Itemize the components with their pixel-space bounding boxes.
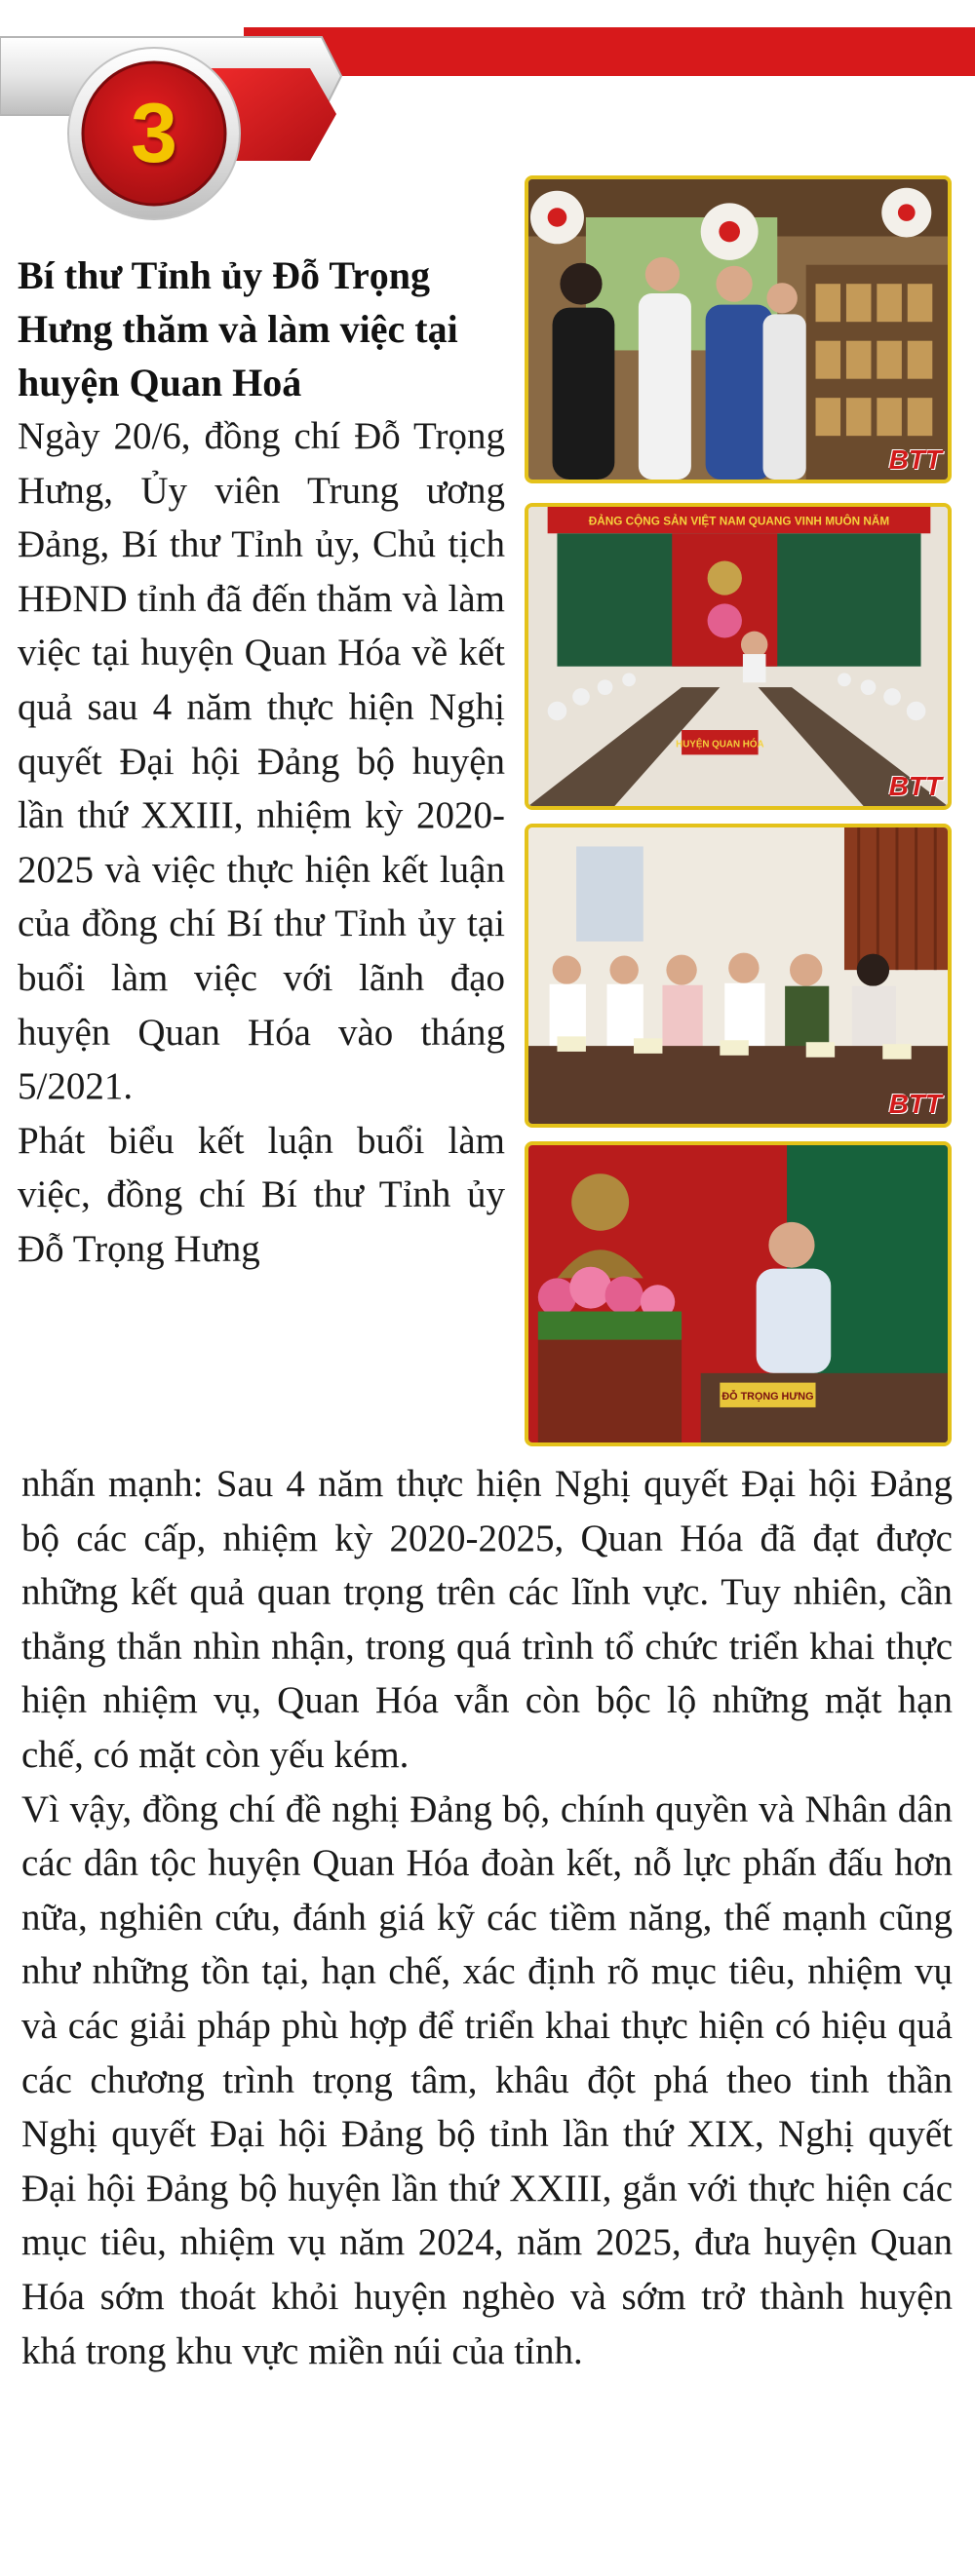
photo-banner-text: ĐẢNG CỘNG SẢN VIỆT NAM QUANG VINH MUÔN NĂM [588, 515, 890, 528]
article-paragraph-3: Vì vậy, đồng chí đề nghị Đảng bộ, chính quyền và Nhân dân các dân tộc huyện Quan Hóa đoàn kết, nỗ lực phấn đấu hơn nữa, nghiên cứu, đánh giá kỹ các tiềm năng, thế mạnh cũng như những tồn tại, hạn chế, xác định rõ mục tiêu, nhiệm vụ và các giải pháp phù hợp để triển khai thực hiện có hiệu quả các chương trình trọng tâm, khâu đột phá theo tinh thần Nghị quyết Đại hội Đảng bộ tỉnh lần thứ XIX, Nghị quyết Đại hội Đảng bộ huyện lần thứ XXIII, gắn với thực hiện các mục tiêu, nhiệm vụ năm 2024, năm 2025, đưa huyện Quan Hóa sớm thoát khỏi huyện nghèo và sớm trở thành huyện khá trong khu vực miền núi của tỉnh. [21, 1788, 953, 2372]
photo-meeting-hall [525, 503, 952, 810]
photo-watermark: BTT [888, 444, 942, 475]
photo-store-visit-image [528, 179, 948, 480]
left-text-column [18, 249, 505, 1277]
photo-speaker [525, 1141, 952, 1446]
article-paragraph-2-start: Phát biểu kết luận buổi làm việc, đồng chí Bí thư Tỉnh ủy Đỗ Trọng Hưng [18, 1119, 505, 1270]
photo-watermark: BTT [888, 1089, 942, 1119]
article-paragraph-2-continued: nhấn mạnh: Sau 4 năm thực hiện Nghị quyết Đại hội Đảng bộ các cấp, nhiệm kỳ 2020-2025, Quan Hóa đã đạt được những kết quả quan trọng trên các lĩnh vực. Tuy nhiên, cần thẳng thắn nhìn nhận, trong quá trình tổ chức triển khai thực hiện nhiệm vụ, Quan Hóa vẫn còn bộc lộ những mặt hạn chế, có mặt còn yếu kém. [21, 1463, 953, 1776]
photo-watermark: BTT [888, 771, 942, 801]
photo-nameplate-text: ĐỖ TRỌNG HƯNG [722, 1391, 814, 1403]
photo-podium-text: HUYỆN QUAN HÓA [676, 739, 764, 750]
full-width-text [21, 1457, 953, 2378]
photo-delegates [525, 824, 952, 1128]
photo-delegates-image [528, 827, 948, 1124]
article-paragraph-1: Ngày 20/6, đồng chí Đỗ Trọng Hưng, Ủy viên Trung ương Đảng, Bí thư Tỉnh ủy, Chủ tịch HĐND tỉnh đã đến thăm và làm việc tại huyện Quan Hóa về kết quả sau 4 năm thực hiện Nghị quyết Đại hội Đảng bộ huyện lần thứ XXIII, nhiệm kỳ 2020-2025 và việc thực hiện kết luận của đồng chí Bí thư Tỉnh ủy tại buổi làm việc với lãnh đạo huyện Quan Hóa vào tháng 5/2021. [18, 415, 505, 1108]
photo-store-visit [525, 175, 952, 483]
photo-speaker-image [528, 1145, 948, 1442]
article-title: Bí thư Tỉnh ủy Đỗ Trọng Hưng thăm và làm việc tại huyện Quan Hoá [18, 253, 458, 404]
photo-meeting-hall-image [528, 507, 948, 806]
section-number: 3 [131, 86, 177, 180]
